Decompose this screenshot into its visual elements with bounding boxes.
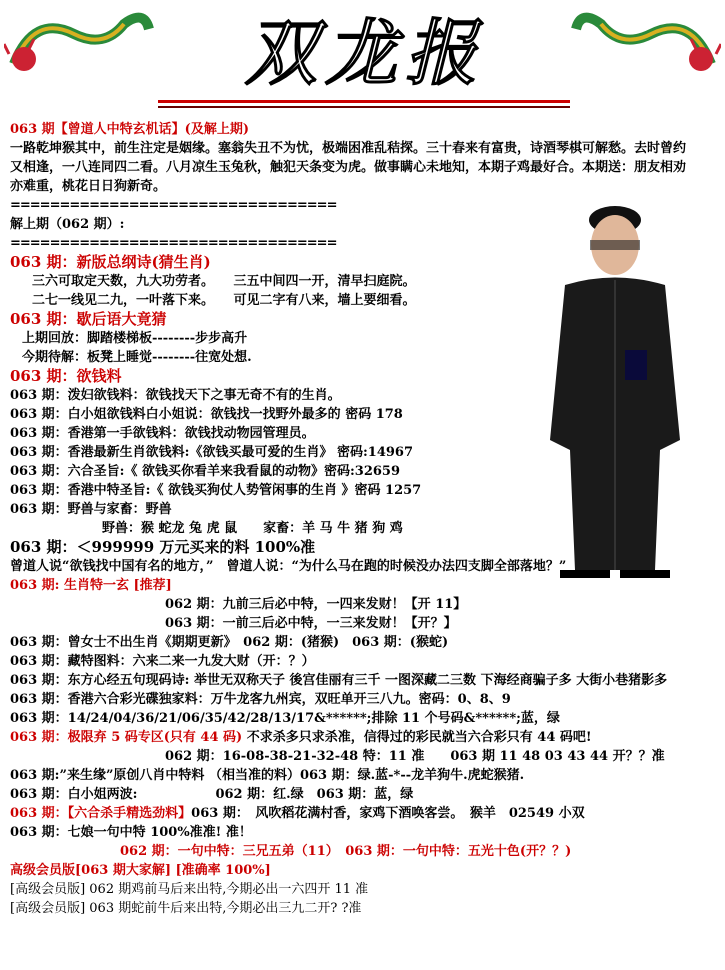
list-item: 063 期：香港最新生肖欲钱料:《欲钱买最可爱的生肖》 密码:14967 xyxy=(10,445,414,460)
beasts-line: 野兽：猴 蛇龙 兔 虎 鼠 家畜：羊 马 牛 猪 狗 鸡 xyxy=(102,521,403,536)
list-item: 063 期：藏特图料：六来二来一九发大财（开：？） xyxy=(10,654,315,669)
section-heading: 063 期：新版总纲诗(猜生肖) xyxy=(10,253,211,271)
title-underline xyxy=(158,100,570,103)
list-item: 062 期：一句中特：三兄五弟（11） 063 期：一句中特：五光十色(开？？) xyxy=(120,844,572,859)
list-item: 063 期：曾女士不出生肖《期期更新》 062 期：(猪猴) 063 期：(猴蛇) xyxy=(10,635,449,650)
list-item: 063 期：香港六合彩光碟独家料：万牛龙客九州宾，双旺单开三八九。密码：0、8、9 xyxy=(10,692,511,707)
list-item: 063 期：白小姐欲钱料白小姐说：欲钱找一找野外最多的 密码 178 xyxy=(10,407,403,422)
list-item: 062 期：16-08-38-21-32-48 特：11 准 063 期 11 48 03 43 44 开？？准 xyxy=(165,749,665,764)
list-item: 063 期：一前三后必中特，一三来发财！【开？】 xyxy=(165,616,457,631)
list-item: 063 期：香港第一手欲钱料：欲钱找动物园管理员。 xyxy=(10,426,315,441)
list-item: 063 期：东方心经五句现码诗: 举世无双称天子 後宫佳丽有三千 一图深藏二三数 下海经商骗子多 大街小巷猪影多 xyxy=(10,673,668,688)
verse-body: 一路乾坤猴其中，前生注定是姻缘。塞翁失丑不为忧，极端困准乱秸探。三十春来有富贵，诗酒琴棋可解愁。去时曾约又相逢，一八连同四二看。八月凉生玉兔秋，触犯天条变为虎。做事瞒心未地知，本期子鸡最好合。本期送：朋友相劝亦难重，桃花日日狗新奇。 xyxy=(10,141,687,194)
list-item: 063 期：14/24/04/36/21/06/35/42/28/13/17&******;排除 11 个号码&******;蓝，绿 xyxy=(10,711,560,726)
dragon-left-icon xyxy=(4,4,154,84)
list-item: 063 期：野兽与家畜：野兽 xyxy=(10,502,172,517)
list-item: 063 期：香港中特圣旨:《 欲钱买狗仗人势管闲事的生肖 》密码 1257 xyxy=(10,483,422,498)
prev-solution-label: 解上期（062 期）: xyxy=(10,217,125,232)
list-item-heading: 063 期：【六合杀手精选劲料】 xyxy=(10,806,192,821)
list-item-text: 不求杀多只求杀准，信得过的彩民就当六合彩只有 44 码吧! xyxy=(242,730,592,745)
list-item-heading: 063 期：极限弃 5 码专区(只有 44 码) xyxy=(10,730,243,745)
list-item xyxy=(10,804,715,823)
section-heading: 063 期：欲钱料 xyxy=(10,367,122,385)
riddle-line: 上期回放：脚踏楼梯板--------步步高升 xyxy=(22,331,248,346)
list-item: [高级会员版] 063 期蛇前牛后来出特,今期必出三九二开? ?准 xyxy=(10,901,362,916)
title-underline-2 xyxy=(158,106,570,108)
list-item-text: 063 期： 风吹稻花满村香，家鸡下酒唤客尝。 猴羊 02549 小双 xyxy=(191,806,585,821)
quote-line: 曾道人说“欲钱找中国有名的地方，” 曾道人说：“为什么马在跑的时候没办法四支脚全部落地？” xyxy=(10,559,567,574)
section-heading: 063 期：＜999999 万元买来的料 100%准 xyxy=(10,538,316,556)
article-content xyxy=(10,120,715,918)
list-item: 062 期：九前三后必中特，一四来发财！【开 11】 xyxy=(165,597,467,612)
verse-heading: 063 期【曾道人中特玄机话】(及解上期) xyxy=(10,122,249,137)
riddle-line: 今期待解：板凳上睡觉--------往宽处想. xyxy=(22,350,252,365)
separator: ================================= xyxy=(10,236,337,251)
list-item: 高级会员版[063 期大家解] [准确率 100%] xyxy=(10,863,271,878)
section-heading: 063 期：歇后语大竟猜 xyxy=(10,310,167,328)
list-item: 063 期:”来生缘”原创八肖中特料 （相当准的料）063 期：绿.蓝-*--龙羊狗牛.虎蛇猴猪. xyxy=(10,768,525,783)
list-item xyxy=(10,728,715,747)
separator: ================================= xyxy=(10,198,337,213)
poem-line: 三六可取定天数，九大功劳者。 三五中间四一开，清早扫庭院。 xyxy=(32,274,416,289)
list-item: 063 期：泼妇欲钱料：欲钱找天下之事无奇不有的生肖。 xyxy=(10,388,341,403)
list-item: [高级会员版] 062 期鸡前马后来出特,今期必出一六四开 11 准 xyxy=(10,882,369,897)
section-heading: 063 期: 生肖特一玄 [推荐] xyxy=(10,578,172,593)
list-item: 063 期：六合圣旨:《 欲钱买你看羊来我看鼠的动物》密码:32659 xyxy=(10,464,401,479)
dragon-right-icon xyxy=(571,4,721,84)
poem-line: 二七一线见二九，一叶落下来。 可见二字有八来，墙上要细看。 xyxy=(32,293,416,308)
masthead xyxy=(0,0,725,118)
list-item: 063 期：七娘一句中特 100%准准! 准！ xyxy=(10,825,252,840)
list-item: 063 期：白小姐两波: 062 期：红.绿 063 期：蓝，绿 xyxy=(10,787,414,802)
masthead-title: 双龙报 xyxy=(244,11,485,95)
